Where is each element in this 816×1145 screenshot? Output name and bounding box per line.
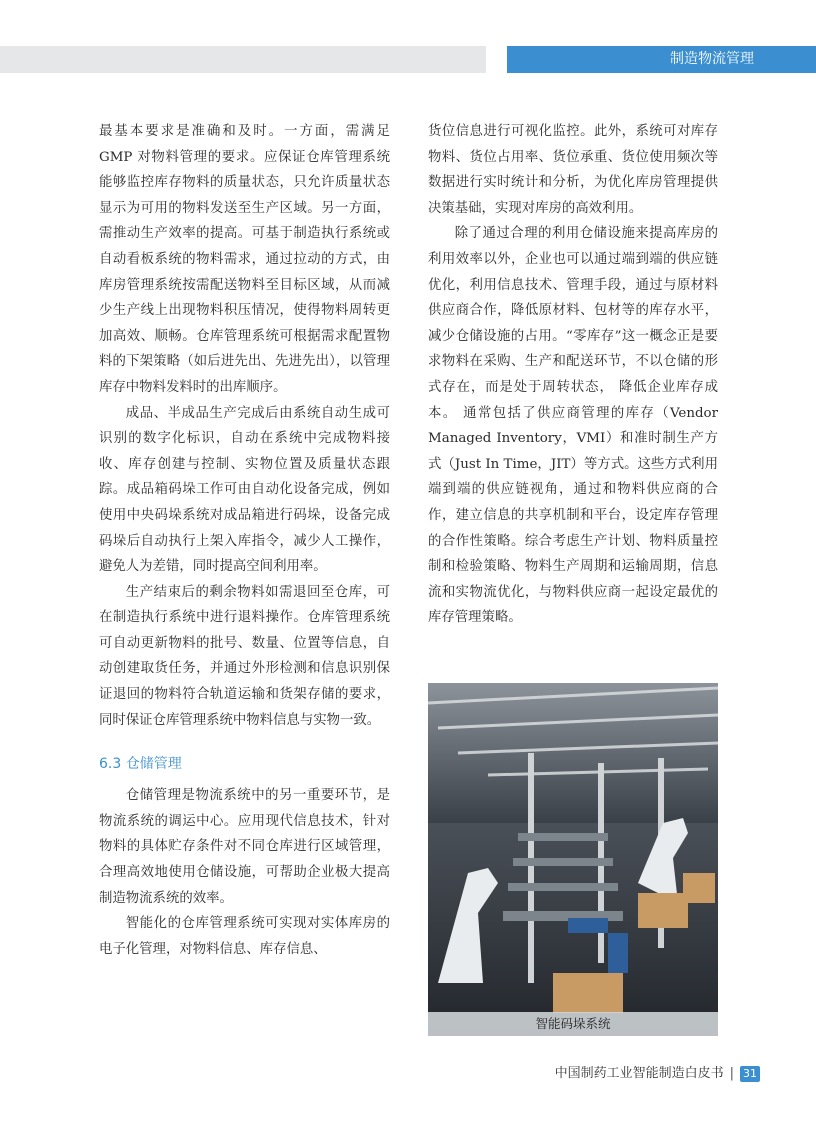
section-title-banner: 制造物流管理 xyxy=(507,46,816,73)
right-paragraph-2: 除了通过合理的利用仓储设施来提高库房的利用效率以外，企业也可以通过端到端的供应链优化，利用信息技术、管理手段，通过与原材料供应商合作，降低原材料、包材等的库存水平， 减少仓储设施的占用。“零库存”这一概念正是要求物料在采购、生产和配送环节，不以仓储的形式存在，而是处于周转状态， 降低企业库存成本。 通常包括了供应商管理的库存（Vendor Managed Inventory，VMI）和准时制生产方式（Just In Time，JIT）等方式。这些方式利用端到端的供应链视角，通过和物料供应商的合作，建立信息的共享机制和平台，设定库存管理的合作性策略。综合考虑生产计划、物料质量控制和检验策略、物料生产周期和运输周期，信息流和实物流优化，与物料供应商一起设定最优的库存管理策略。 xyxy=(428,226,718,626)
left-paragraph-1: 最基本要求是准确和及时。一方面，需满足 GMP 对物料管理的要求。应保证仓库管理系统能够监控库存物料的质量状态，只允许质量状态显示为可用的物料发送至生产区域。另一方面，需推动生产效率的提高。可基于制造执行系统或自动看板系统的物料需求，通过拉动的方式，由库房管理系统按需配送物料至目标区域，从而减少生产线上出现物料积压情况，使得物料周转更加高效、顺畅。仓库管理系统可根据需求配置物料的下架策略（如后进先出、先进先出），以管理库存中物料发料时的出库顺序。 xyxy=(99,124,390,395)
figure-caption: 智能码垛系统 xyxy=(428,1012,718,1036)
footer-separator: | xyxy=(729,1066,734,1081)
left-paragraph-5: 智能化的仓库管理系统可实现对实体库房的电子化管理，对物料信息、库存信息、 xyxy=(99,916,390,957)
palletizing-photo xyxy=(428,683,718,1036)
page-footer xyxy=(555,1064,760,1084)
left-paragraph-2: 成品、半成品生产完成后由系统自动生成可识别的数字化标识，自动在系统中完成物料接收、库存创建与控制、实物位置及质量状态跟踪。成品箱码垛工作可由自动化设备完成，例如使用中央码垛系统对成品箱进行码垛，设备完成码垛后自动执行上架入库指令，减少人工操作，避免人为差错，同时提高空间利用率。 xyxy=(99,405,390,575)
right-paragraph-1: 货位信息进行可视化监控。此外，系统可对库存物料、货位占用率、货位承重、货位使用频次等数据进行实时统计和分析，为优化库房管理提供决策基础，实现对库房的高效利用。 xyxy=(428,124,718,216)
warehouse-illustration xyxy=(428,683,718,1036)
page-number: 31 xyxy=(740,1066,760,1082)
header-gray-bar xyxy=(0,46,486,73)
right-column xyxy=(428,119,718,631)
left-column xyxy=(99,119,390,962)
left-paragraph-3: 生产结束后的剩余物料如需退回至仓库，可在制造执行系统中进行退料操作。仓库管理系统可自动更新物料的批号、数量、位置等信息，自动创建取货任务，并通过外形检测和信息识别保证退回的物料符合轨道运输和货架存储的要求，同时保证仓库管理系统中物料信息与实物一致。 xyxy=(99,584,390,728)
section-heading-6-3: 6.3 仓储管理 xyxy=(99,756,182,773)
left-paragraph-4: 仓储管理是物流系统中的另一重要环节，是物流系统的调运中心。应用现代信息技术，针对物料的具体贮存条件对不同仓库进行区域管理，合理高效地使用仓储设施，可帮助企业极大提高制造物流系统的效率。 xyxy=(99,788,390,906)
book-title: 中国制药工业智能制造白皮书 xyxy=(554,1066,724,1081)
